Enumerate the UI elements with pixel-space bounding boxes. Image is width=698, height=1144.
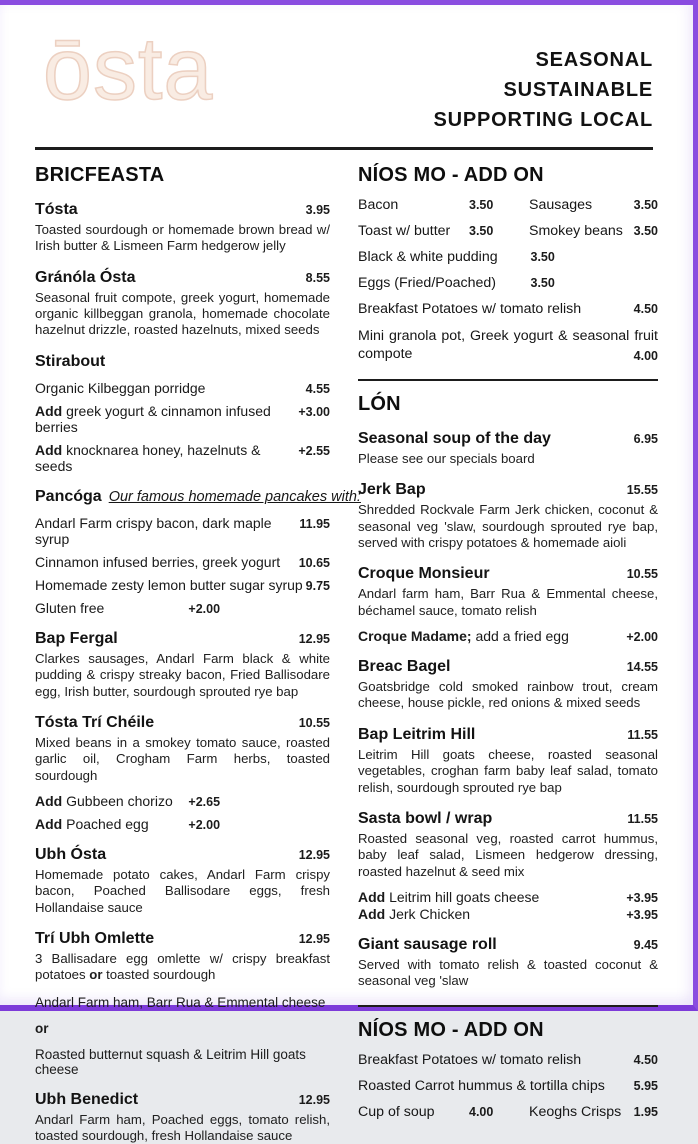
dish-header — [358, 726, 658, 744]
addon-price: 3.50 — [530, 250, 555, 264]
dish-extra-line: Andarl Farm ham, Barr Rua & Emmental cheese — [35, 994, 326, 1010]
dish-option-row — [35, 577, 330, 593]
section-title: NÍOS MO - ADD ON — [358, 1018, 544, 1041]
menu-columns — [35, 152, 658, 1144]
option-price: +2.55 — [298, 443, 330, 458]
restaurant-logo: ōsta — [43, 19, 214, 118]
header-divider — [35, 147, 653, 150]
dish-name: Tósta Trí Chéile — [35, 713, 155, 731]
option-price: +2.00 — [188, 601, 221, 616]
dish-name: Seasonal soup of the day — [358, 429, 551, 447]
addon-price: 3.50 — [633, 224, 658, 238]
option-label: Add Gubbeen chorizo — [35, 792, 173, 809]
dish-header — [35, 846, 330, 864]
addon-label: Keoghs Crisps — [529, 1103, 622, 1120]
dish-option-row — [35, 403, 330, 435]
option-price: +2.00 — [188, 817, 221, 832]
addon-label: Toast w/ butter — [358, 223, 451, 239]
section-title: LÓN — [358, 392, 401, 415]
option-label: Gluten free — [35, 599, 105, 616]
menu-content — [0, 5, 693, 1144]
dish-description: Seasonal fruit compote, greek yogurt, homemade organic killbeggan granola, homemade chocolate hazelnut drizzle, roasted hazelnuts, mixed seeds — [35, 289, 330, 338]
section-title: NÍOS MO - ADD ON — [358, 164, 544, 186]
menu-item — [35, 487, 361, 616]
menu-item — [35, 714, 330, 832]
dish-description: Clarkes sausages, Andarl Farm black & white pudding & crispy streaky bacon, Fried Ballisodare egg, Irish butter, sourdough sprouted rye bap — [35, 650, 330, 699]
menu-item — [358, 430, 658, 467]
addon-price: 4.00 — [633, 348, 658, 363]
addon-row — [358, 275, 658, 291]
menu-column — [35, 152, 361, 1144]
dish-description: Homemade potato cakes, Andarl Farm crispy bacon, Poached Ballisodare eggs, fresh Hollandaise sauce — [35, 866, 330, 915]
dish-price: 8.55 — [305, 270, 330, 285]
dish-name: Ubh Benedict — [35, 1090, 139, 1108]
option-label: Organic Kilbeggan porridge — [35, 379, 206, 396]
dish-option-row — [35, 554, 330, 570]
menu-item — [358, 936, 658, 990]
dish-option-row — [35, 380, 330, 396]
dish-header — [35, 487, 361, 506]
addon-row — [358, 1104, 658, 1120]
menu-item — [358, 810, 658, 922]
dish-extra-line: Roasted butternut squash & Leitrim Hill goats cheese — [35, 1046, 306, 1077]
dish-extra-line: or — [35, 1020, 49, 1036]
menu-item — [35, 269, 330, 339]
dish-price: 15.55 — [626, 483, 658, 498]
dish-header — [358, 430, 658, 448]
option-price: +3.95 — [626, 907, 658, 922]
dish-header — [35, 714, 330, 732]
option-price: +3.95 — [626, 890, 658, 905]
option-label: Add Jerk Chicken — [358, 905, 471, 922]
dish-description: Andarl farm ham, Barr Rua & Emmental cheese, béchamel sauce, tomato relish — [358, 586, 658, 618]
menu-item — [358, 565, 658, 644]
menu-item — [35, 201, 330, 255]
dish-description: Mixed beans in a smokey tomato sauce, roasted garlic oil, Crogham Farm herbs, toasted sourdough — [35, 734, 330, 783]
dish-header — [35, 201, 330, 219]
option-price: +3.00 — [298, 404, 330, 419]
dish-description: Shredded Rockvale Farm Jerk chicken, coconut & seasonal veg 'slaw, sourdough sprouted rye bap, served with crispy potatoes & homemade aioli — [358, 502, 658, 550]
dish-option-row — [35, 600, 330, 616]
dish-description: Leitrim Hill goats cheese, roasted seasonal vegetables, croghan farm baby leaf salad, tomato relish, sourdough sprouted rye bap — [358, 746, 658, 795]
dish-header — [358, 565, 658, 583]
dish-price: 12.95 — [298, 847, 330, 862]
addon-label: Sausages — [529, 197, 593, 213]
dish-option-row — [35, 793, 330, 809]
dish-option-row — [35, 515, 330, 547]
menu-item — [35, 1091, 330, 1144]
dish-price: 12.95 — [298, 932, 330, 947]
dish-description: Roasted seasonal veg, roasted carrot hummus, baby leaf salad, Lismeen hedgerow dressing, roasted hazelnut & seed mix — [358, 830, 658, 879]
addon-row — [358, 1052, 658, 1068]
tagline-line: SEASONAL — [535, 49, 653, 71]
dish-header — [358, 936, 658, 954]
option-label: Add knocknarea honey, hazelnuts & seeds — [35, 441, 261, 474]
divider-line — [358, 1005, 658, 1007]
addon-label: Roasted Carrot hummus & tortilla chips — [358, 1077, 605, 1094]
dish-option-row — [35, 442, 330, 474]
addon-row — [358, 223, 658, 239]
option-label: Cinnamon infused berries, greek yogurt — [35, 553, 281, 570]
addon-label: Mini granola pot, Greek yogurt & seasonal fruit compote — [358, 328, 658, 363]
dish-note: Our famous homemade pancakes with: — [108, 488, 361, 505]
addon-label: Black & white pudding — [358, 249, 498, 265]
dish-name: Trí Ubh Omlette — [35, 930, 155, 948]
option-label: Croque Madame; add a fried egg — [358, 628, 569, 645]
addon-row — [358, 301, 658, 317]
addon-label: Breakfast Potatoes w/ tomato relish — [358, 1051, 582, 1068]
dish-price: 9.45 — [633, 937, 658, 952]
option-label: Andarl Farm crispy bacon, dark maple syrup — [35, 514, 272, 547]
addon-row — [358, 249, 658, 265]
dish-price: 11.55 — [627, 811, 658, 826]
addon-price: 4.50 — [633, 302, 658, 316]
option-price: +2.00 — [626, 630, 658, 645]
dish-name: Giant sausage roll — [358, 935, 497, 953]
addon-price: 5.95 — [633, 1078, 658, 1093]
tagline — [434, 45, 653, 135]
option-label: Add Poached egg — [35, 815, 149, 832]
dish-name: Croque Monsieur — [358, 565, 490, 583]
dish-price: 12.95 — [298, 1092, 330, 1107]
dish-description: 3 Ballisadare egg omlette w/ crispy breakfast potatoes or toasted sourdough — [35, 951, 330, 983]
dish-name: Breac Bagel — [358, 658, 451, 676]
dish-description: Andarl Farm ham, Poached eggs, tomato relish, toasted sourdough, fresh Hollandaise sauce — [35, 1111, 330, 1144]
menu-column — [358, 152, 658, 1144]
menu-item — [358, 726, 658, 796]
menu-item — [35, 930, 330, 1077]
dish-header — [35, 269, 330, 287]
menu-item — [358, 658, 658, 712]
addon-price: 3.50 — [469, 224, 494, 238]
option-label: Add greek yogurt & cinnamon infused berries — [35, 402, 271, 435]
addon-price: 1.95 — [633, 1104, 658, 1119]
dish-header — [35, 353, 330, 371]
dish-option-row — [358, 906, 658, 922]
addon-label: Cup of soup — [358, 1103, 435, 1120]
menu-item — [358, 481, 658, 551]
option-label: Add Leitrim hill goats cheese — [358, 888, 540, 905]
option-price: +2.65 — [188, 794, 221, 809]
dish-price: 10.55 — [626, 567, 658, 582]
addon-price: 4.00 — [469, 1104, 494, 1119]
dish-price: 11.55 — [627, 727, 658, 742]
dish-name: Gránóla Ósta — [35, 268, 136, 286]
addon-row — [358, 197, 658, 213]
dish-price: 12.95 — [298, 631, 330, 646]
menu-item — [35, 353, 330, 474]
dish-name: Ubh Ósta — [35, 845, 107, 863]
dish-name: Bap Fergal — [35, 629, 118, 647]
dish-name: Sasta bowl / wrap — [358, 809, 493, 827]
dish-price: 14.55 — [626, 660, 658, 675]
option-price: 11.95 — [299, 516, 330, 531]
addon-label: Breakfast Potatoes w/ tomato relish — [358, 301, 582, 317]
dish-description: Goatsbridge cold smoked rainbow trout, cream cheese, house pickle, red onions & mixed seeds — [358, 679, 658, 711]
dish-header — [35, 630, 330, 648]
section-title: BRICFEASTA — [35, 164, 165, 186]
dish-description: Served with tomato relish & toasted coconut & seasonal veg 'slaw — [358, 956, 658, 989]
dish-name: Bap Leitrim Hill — [358, 725, 476, 743]
dish-name: Pancóga — [35, 487, 102, 505]
dish-header — [358, 658, 658, 676]
tagline-line: SUPPORTING LOCAL — [433, 109, 653, 131]
addon-row — [358, 327, 658, 364]
option-label: Homemade zesty lemon butter sugar syrup — [35, 576, 303, 593]
dish-option-row — [358, 889, 658, 905]
dish-price: 10.55 — [298, 715, 330, 730]
divider-line — [358, 379, 658, 381]
dish-price: 6.95 — [633, 431, 658, 446]
dish-option-row — [35, 816, 330, 832]
addon-price: 3.50 — [469, 198, 494, 212]
option-price: 10.65 — [298, 555, 330, 570]
dish-description: Toasted sourdough or homemade brown bread w/ Irish butter & Lismeen Farm hedgerow jelly — [35, 222, 330, 254]
dish-header — [358, 481, 658, 499]
addon-price: 3.50 — [633, 198, 658, 212]
dish-description: Please see our specials board — [358, 450, 535, 466]
dish-name: Jerk Bap — [358, 481, 426, 499]
tagline-line: SUSTAINABLE — [503, 79, 653, 101]
menu-item — [35, 846, 330, 916]
dish-header — [35, 1091, 330, 1109]
addon-price: 4.50 — [633, 1052, 658, 1067]
dish-name: Stirabout — [35, 352, 106, 370]
dish-price: 3.95 — [305, 203, 330, 217]
menu-header — [35, 19, 653, 145]
addon-label: Smokey beans — [529, 223, 623, 239]
dish-name: Tósta — [35, 201, 78, 218]
option-price: 9.75 — [305, 578, 330, 593]
addon-label: Eggs (Fried/Poached) — [358, 275, 497, 291]
dish-header — [35, 930, 330, 948]
addon-label: Bacon — [358, 197, 399, 213]
addon-price: 3.50 — [530, 276, 555, 290]
dish-option-row — [358, 628, 658, 644]
dish-header — [358, 810, 658, 828]
option-price: 4.55 — [305, 381, 330, 396]
menu-item — [35, 630, 330, 700]
addon-row — [358, 1078, 658, 1094]
